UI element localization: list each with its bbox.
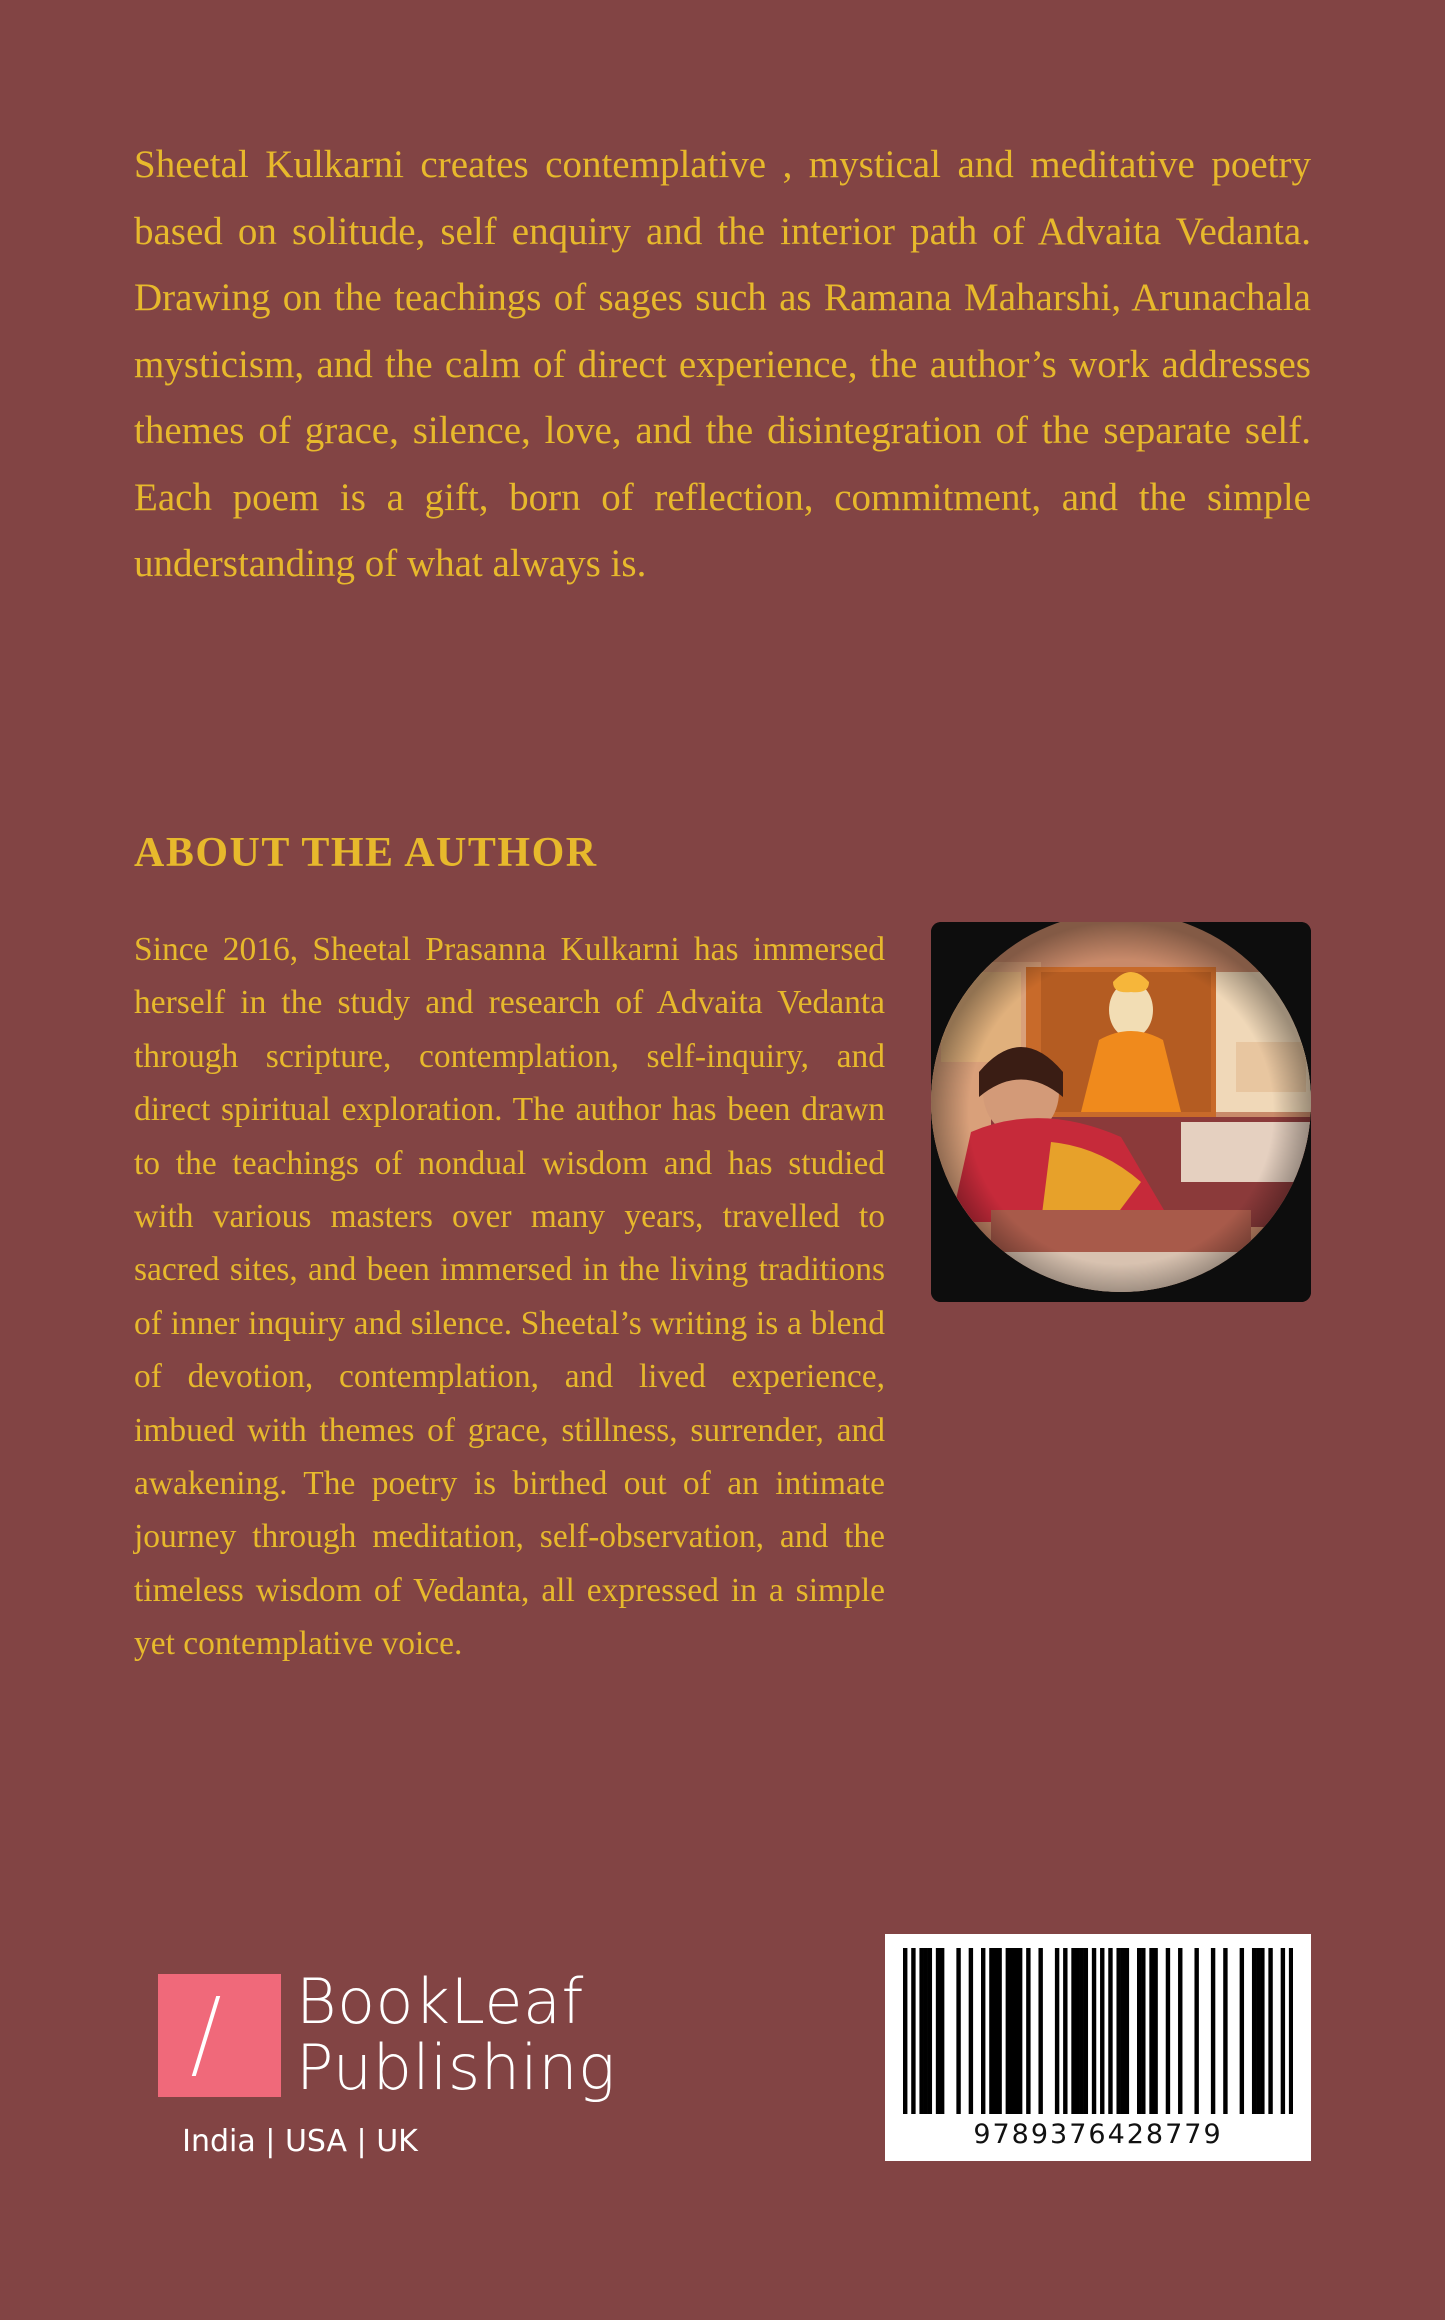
barcode-bar bbox=[1092, 1948, 1096, 2114]
isbn-barcode bbox=[885, 1934, 1311, 2161]
barcode-bar bbox=[928, 1948, 932, 2114]
barcode-bar bbox=[1289, 1948, 1293, 2114]
publisher-name: BookLeaf bbox=[296, 1965, 584, 2038]
barcode-bar bbox=[903, 1948, 907, 2114]
publisher-name-line2: Publishing bbox=[296, 2031, 616, 2104]
barcode-bar bbox=[1018, 1948, 1022, 2114]
author-bio: Since 2016, Sheetal Prasanna Kulkarni has immersed herself in the study and research of Advaita Vedanta through scripture, contemplation, self-inquiry, and direct spiritual exploration. The author has been drawn to the teachings of nondual wisdom and has studied with various masters over many years, travelled to sacred sites, and been immersed in the living traditions of inner inquiry and silence. Sheetal’s writing is a blend of devotion, contemplation, and lived experience, imbued with themes of grace, stillness, surrender, and awakening. The poetry is birthed out of an intimate journey through meditation, self-observation, and the timeless wisdom of Vedanta, all expressed in a simple yet contemplative voice. bbox=[134, 931, 885, 1663]
barcode-bar bbox=[1256, 1948, 1260, 2114]
barcode-bar bbox=[1125, 1948, 1129, 2114]
barcode-bar bbox=[993, 1948, 997, 2114]
barcode-bar bbox=[1211, 1948, 1215, 2114]
barcode-bar bbox=[1075, 1948, 1079, 2114]
barcode-bar bbox=[1006, 1948, 1010, 2114]
barcode-bar bbox=[1100, 1948, 1104, 2114]
barcode-bar bbox=[919, 1948, 923, 2114]
barcode-bar bbox=[969, 1948, 973, 2114]
barcode-bar bbox=[1137, 1948, 1141, 2114]
barcode-bar bbox=[1178, 1948, 1182, 2114]
barcode-bars bbox=[903, 1948, 1293, 2114]
barcode-bar bbox=[1071, 1948, 1075, 2114]
barcode-bar bbox=[1055, 1948, 1059, 2114]
barcode-bar bbox=[924, 1948, 928, 2114]
barcode-bar bbox=[1268, 1948, 1272, 2114]
barcode-bar bbox=[1166, 1948, 1170, 2114]
barcode-bar bbox=[1038, 1948, 1042, 2114]
barcode-bar bbox=[911, 1948, 915, 2114]
barcode-bar bbox=[1194, 1948, 1198, 2114]
author-photo bbox=[931, 922, 1311, 1302]
barcode-bar bbox=[1223, 1948, 1227, 2114]
barcode-bar bbox=[956, 1948, 960, 2114]
barcode-bar bbox=[1108, 1948, 1112, 2114]
about-author-heading: ABOUT THE AUTHOR bbox=[134, 830, 598, 876]
barcode-bar bbox=[1149, 1948, 1153, 2114]
barcode-bar bbox=[981, 1948, 985, 2114]
barcode-bar bbox=[1063, 1948, 1067, 2114]
barcode-bar bbox=[1084, 1948, 1088, 2114]
barcode-bar bbox=[1240, 1948, 1244, 2114]
barcode-bar bbox=[1116, 1948, 1120, 2114]
barcode-bar bbox=[1121, 1948, 1125, 2114]
barcode-bar bbox=[997, 1948, 1001, 2114]
barcode-bar bbox=[1141, 1948, 1145, 2114]
back-cover-blurb: Sheetal Kulkarni creates contemplative , mystical and meditative poetry based on solitude, self enquiry and the interior path of Advaita Vedanta. Drawing on the teachings of sages such as Ramana Maharshi, Arunachala mysticism, and the calm of direct experience, the author’s work addresses themes of grace, silence, love, and the disintegration of the separate self. Each poem is a gift, born of reflection, commitment, and the simple understanding of what always is. bbox=[134, 143, 1311, 585]
author-photo-illustration bbox=[931, 922, 1311, 1302]
barcode-bar bbox=[1252, 1948, 1256, 2114]
barcode-bar bbox=[1014, 1948, 1018, 2114]
publisher-regions: India | USA | UK bbox=[182, 2124, 418, 2159]
barcode-bar bbox=[989, 1948, 993, 2114]
barcode-bar bbox=[1260, 1948, 1264, 2114]
barcode-bar bbox=[1153, 1948, 1157, 2114]
barcode-bar bbox=[936, 1948, 940, 2114]
barcode-bar bbox=[1080, 1948, 1084, 2114]
barcode-bar bbox=[940, 1948, 944, 2114]
publisher-logo bbox=[158, 1965, 616, 2104]
barcode-bar bbox=[1026, 1948, 1030, 2114]
barcode-bar bbox=[1281, 1948, 1285, 2114]
slash-icon bbox=[192, 1996, 220, 2076]
bookleaf-logo-mark bbox=[158, 1974, 281, 2097]
barcode-bar bbox=[1010, 1948, 1014, 2114]
isbn-number: 9789376428779 bbox=[973, 2119, 1223, 2150]
